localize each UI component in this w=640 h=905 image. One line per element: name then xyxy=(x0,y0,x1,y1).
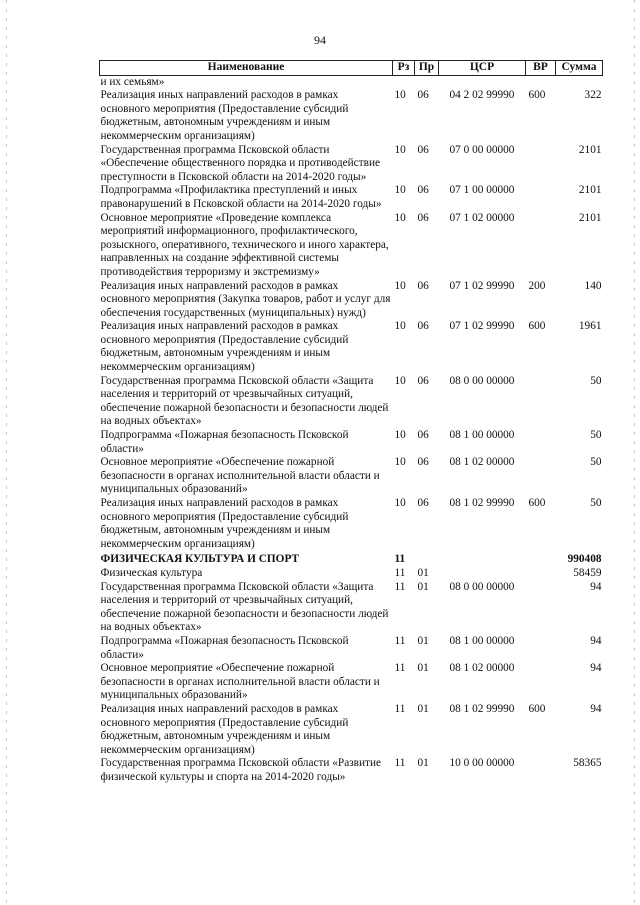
cell-name: Основное мероприятие «Проведение комплекса мероприятий информационного, профилактического, розыскного, оперативного, технического и иного характера, направленных на создание эффективной системы противодействия терроризму и экстремизму» xyxy=(100,211,389,278)
cell-sum: 140 xyxy=(584,279,602,292)
cell-sum: 94 xyxy=(590,580,602,593)
cell-name: Подпрограмма «Профилактика преступлений и иных правонарушений в Псковской области на 2014-2020 годы» xyxy=(100,184,382,210)
cell-rz: 11 xyxy=(394,634,406,647)
table-row xyxy=(100,375,603,429)
cell-vr xyxy=(526,635,556,662)
cell-pr xyxy=(415,551,439,567)
cell-name: Государственная программа Псковской области «Обеспечение общественного порядка и противодействие преступности в Псковской области на 2014-2020 годы» xyxy=(100,143,381,183)
cell-csr: 08 1 00 00000 xyxy=(449,634,515,647)
cell-csr: 08 1 00 00000 xyxy=(449,429,515,442)
cell-csr xyxy=(439,75,526,89)
cell-rz: 10 xyxy=(394,374,406,387)
cell-rz: 11 xyxy=(394,580,406,593)
table-header-row xyxy=(100,61,603,76)
table-row xyxy=(100,280,603,321)
cell-rz xyxy=(393,75,415,89)
cell-pr: 01 xyxy=(417,634,429,647)
cell-sum: 2101 xyxy=(578,184,602,197)
cell-rz: 10 xyxy=(394,497,406,509)
table-row xyxy=(100,635,603,662)
cell-vr: 600 xyxy=(528,89,546,102)
cell-sum: 94 xyxy=(590,662,602,675)
cell-name: Реализация иных направлений расходов в рамках основного мероприятия (Предоставление субсидий бюджетным, автономным учреждениям и иным некоммерческим организациям) xyxy=(100,702,349,756)
cell-csr: 08 1 02 99990 xyxy=(449,497,515,509)
header-name: Наименование xyxy=(100,61,393,76)
cell-pr: 06 xyxy=(417,143,429,156)
cell-vr xyxy=(526,757,556,784)
cell-sum: 58365 xyxy=(573,757,602,770)
cell-rz: 10 xyxy=(394,184,406,197)
cell-vr: 600 xyxy=(528,497,546,509)
header-pr: Пр xyxy=(415,61,439,76)
cell-vr xyxy=(526,184,556,211)
budget-table-container xyxy=(99,60,602,784)
table-row xyxy=(100,212,603,280)
table-row xyxy=(100,144,603,185)
cell-sum: 2101 xyxy=(578,143,602,156)
cell-vr xyxy=(526,551,556,567)
cell-rz: 10 xyxy=(394,279,406,292)
cell-sum: 2101 xyxy=(578,211,602,224)
cell-pr: 06 xyxy=(417,211,429,224)
cell-rz: 10 xyxy=(394,89,406,102)
cell-csr: 07 1 02 99990 xyxy=(449,320,515,333)
cell-sum: 322 xyxy=(584,89,602,102)
cell-name: Основное мероприятие «Обеспечение пожарной безопасности в органах исполнительной власти области и муниципальных образований» xyxy=(100,456,380,496)
cell-pr: 01 xyxy=(417,566,429,579)
cell-pr: 06 xyxy=(417,456,429,469)
table-row xyxy=(100,703,603,757)
cell-csr: 08 1 02 99990 xyxy=(449,702,515,715)
cell-vr: 200 xyxy=(528,279,546,292)
header-rz: Рз xyxy=(393,61,415,76)
cell-sum: 58459 xyxy=(573,566,602,579)
cell-pr xyxy=(415,75,439,89)
cell-pr: 01 xyxy=(417,757,429,770)
cell-pr: 06 xyxy=(417,429,429,442)
cell-name: ФИЗИЧЕСКАЯ КУЛЬТУРА И СПОРТ xyxy=(100,553,300,566)
cell-vr xyxy=(526,75,556,89)
cell-csr xyxy=(439,567,526,581)
cell-vr xyxy=(526,429,556,456)
header-csr: ЦСР xyxy=(439,61,526,76)
cell-name: Физическая культура xyxy=(100,566,203,579)
left-scan-edge xyxy=(6,0,7,905)
page-number: 94 xyxy=(314,33,326,47)
cell-pr: 01 xyxy=(417,702,429,715)
table-row xyxy=(100,89,603,143)
cell-pr: 06 xyxy=(417,184,429,197)
cell-rz: 11 xyxy=(394,702,406,715)
cell-sum: 94 xyxy=(590,702,602,715)
cell-vr xyxy=(526,456,556,497)
cell-csr: 07 1 02 99990 xyxy=(449,279,515,292)
cell-pr: 06 xyxy=(417,374,429,387)
cell-rz: 10 xyxy=(394,429,406,442)
cell-name: Государственная программа Псковской области «Развитие физической культуры и спорта на 2014-2020 годы» xyxy=(100,757,382,783)
cell-sum: 990408 xyxy=(567,553,602,566)
cell-rz: 11 xyxy=(394,566,406,579)
cell-name: Подпрограмма «Пожарная безопасность Псковской области» xyxy=(100,429,349,455)
cell-name: и их семьям» xyxy=(100,75,165,88)
cell-name: Реализация иных направлений расходов в рамках основного мероприятия (Предоставление субсидий бюджетным, автономным учреждениям и иным некоммерческим организациям) xyxy=(100,497,349,550)
cell-vr xyxy=(526,581,556,635)
table-row xyxy=(100,429,603,456)
table-row xyxy=(100,75,603,89)
cell-name: Реализация иных направлений расходов в рамках основного мероприятия (Предоставление субсидий бюджетным, автономным учреждениям и иным некоммерческим организациям) xyxy=(100,320,349,374)
cell-csr: 07 1 00 00000 xyxy=(449,184,515,197)
table-row xyxy=(100,184,603,211)
right-scan-edge xyxy=(634,0,635,905)
cell-csr: 08 0 00 00000 xyxy=(449,374,515,387)
cell-vr xyxy=(526,375,556,429)
table-row xyxy=(100,581,603,635)
cell-rz: 11 xyxy=(394,553,406,566)
cell-vr xyxy=(526,662,556,703)
table-row xyxy=(100,757,603,784)
cell-rz: 10 xyxy=(394,211,406,224)
cell-vr xyxy=(526,567,556,581)
cell-csr: 08 0 00 00000 xyxy=(449,580,515,593)
table-row xyxy=(100,567,603,581)
cell-name: Государственная программа Псковской области «Защита населения и территорий от чрезвычайных ситуаций, обеспечение пожарной безопасности и безопасности людей на водных объектах» xyxy=(100,580,389,634)
table-body xyxy=(100,75,603,784)
cell-name: Основное мероприятие «Обеспечение пожарной безопасности в органах исполнительной власти области и муниципальных образований» xyxy=(100,662,380,702)
cell-pr: 01 xyxy=(417,662,429,675)
cell-sum: 50 xyxy=(590,497,602,509)
cell-csr: 07 1 02 00000 xyxy=(449,211,515,224)
cell-name: Подпрограмма «Пожарная безопасность Псковской области» xyxy=(100,634,349,661)
cell-csr: 10 0 00 00000 xyxy=(449,757,515,770)
cell-pr: 06 xyxy=(417,320,429,333)
cell-name: Реализация иных направлений расходов в рамках основного мероприятия (Предоставление субсидий бюджетным, автономным учреждениям и иным некоммерческим организациям) xyxy=(100,89,349,142)
cell-rz: 10 xyxy=(394,456,406,469)
cell-vr xyxy=(526,144,556,185)
table-row xyxy=(100,551,603,567)
cell-csr xyxy=(439,551,526,567)
cell-vr xyxy=(526,212,556,280)
cell-name: Государственная программа Псковской области «Защита населения и территорий от чрезвычайных ситуаций, обеспечение пожарной безопасности и безопасности людей на водных объектах» xyxy=(100,374,389,428)
cell-pr: 01 xyxy=(417,580,429,593)
cell-csr: 08 1 02 00000 xyxy=(449,662,515,675)
cell-pr: 06 xyxy=(417,497,429,509)
cell-rz: 10 xyxy=(394,143,406,156)
cell-sum: 94 xyxy=(590,634,602,647)
cell-rz: 11 xyxy=(394,662,406,675)
cell-vr: 600 xyxy=(528,320,546,333)
cell-sum: 50 xyxy=(590,456,602,469)
cell-pr: 06 xyxy=(417,279,429,292)
header-vr: ВР xyxy=(526,61,556,76)
cell-csr: 07 0 00 00000 xyxy=(449,143,515,156)
cell-sum: 50 xyxy=(590,429,602,442)
table-row xyxy=(100,662,603,703)
cell-csr: 08 1 02 00000 xyxy=(449,456,515,469)
header-sum: Сумма xyxy=(556,61,603,76)
cell-vr: 600 xyxy=(528,702,546,715)
cell-sum xyxy=(556,75,603,89)
cell-rz: 11 xyxy=(394,757,406,770)
table-row xyxy=(100,320,603,374)
table-row xyxy=(100,456,603,497)
cell-csr: 04 2 02 99990 xyxy=(449,89,515,102)
cell-pr: 06 xyxy=(417,89,429,102)
budget-table xyxy=(99,60,603,784)
cell-sum: 50 xyxy=(590,374,602,387)
cell-rz: 10 xyxy=(394,320,406,333)
cell-name: Реализация иных направлений расходов в рамках основного мероприятия (Закупка товаров, работ и услуг для обеспечения государственных (муниципальных) нужд) xyxy=(100,279,391,319)
table-row xyxy=(100,497,603,551)
cell-sum: 1961 xyxy=(578,320,602,333)
